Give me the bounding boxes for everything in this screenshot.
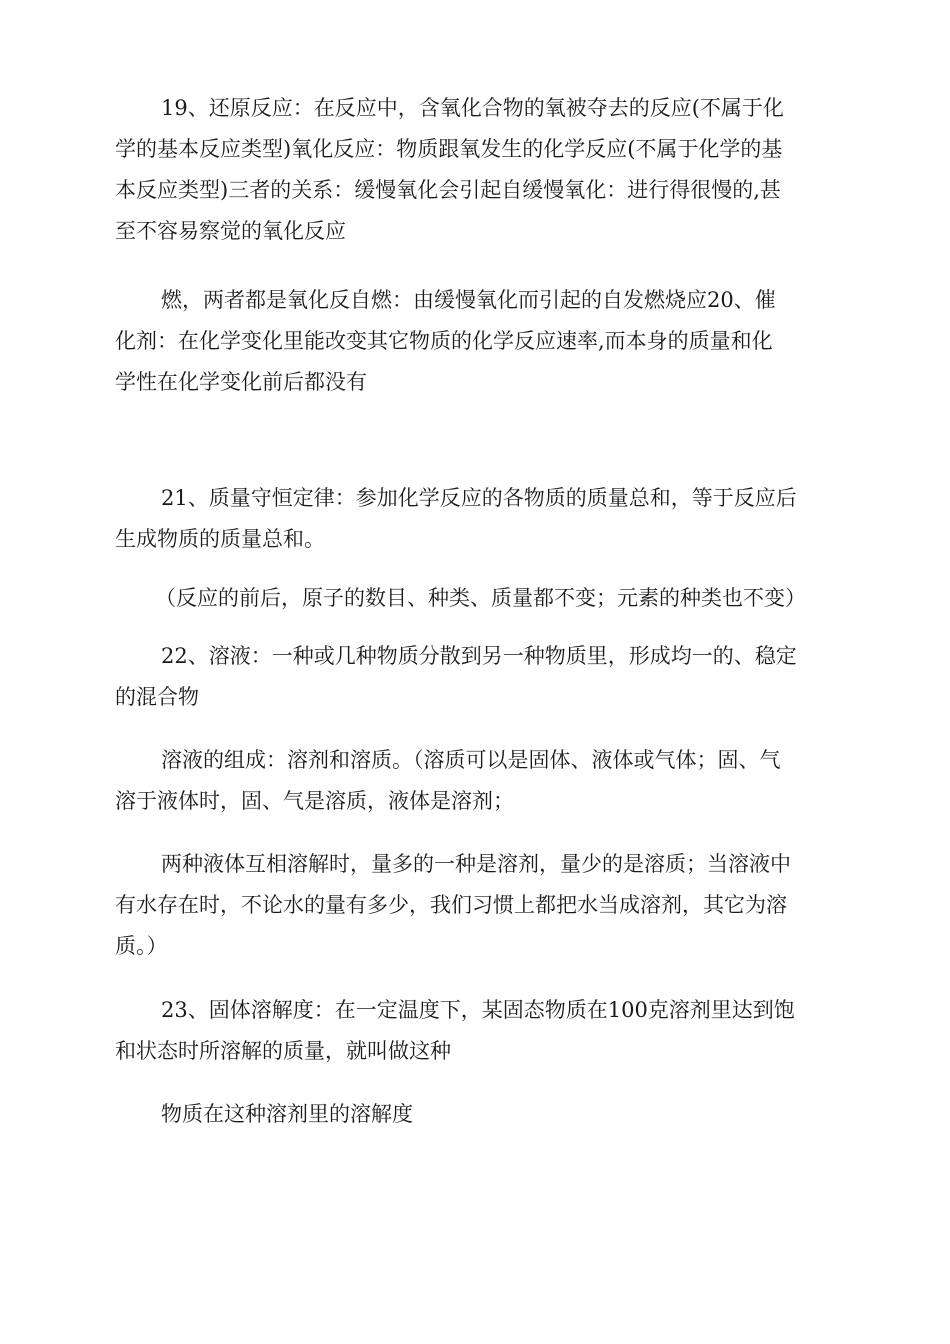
paragraph-22-solution — [115, 636, 835, 718]
text-line: 有水存在时，不论水的量有多少，我们习惯上都把水当成溶剂，其它为溶 — [115, 893, 787, 917]
text-line: 21、质量守恒定律：参加化学反应的各物质的质量总和，等于反应后 — [161, 486, 797, 510]
text-line: 化剂：在化学变化里能改变其它物质的化学反应速率,而本身的质量和化 — [115, 329, 773, 353]
text-line: 溶于液体时，固、气是溶质，液体是溶剂； — [115, 789, 514, 813]
text-line: 生成物质的质量总和。 — [115, 527, 325, 551]
paragraph-23-end — [115, 1094, 835, 1135]
paragraph-21-note — [115, 578, 835, 619]
text-line: 和状态时所溶解的质量，就叫做这种 — [115, 1039, 451, 1063]
text-line: 质。） — [115, 934, 168, 958]
paragraph-19-reduction — [115, 88, 835, 252]
text-line: 物质在这种溶剂里的溶解度 — [161, 1102, 413, 1126]
text-line: 学性在化学变化前后都没有 — [115, 370, 367, 394]
text-line: 23、固体溶解度：在一定温度下，某固态物质在100克溶剂里达到饱 — [161, 998, 795, 1022]
text-line: 22、溶液：一种或几种物质分散到另一种物质里，形成均一的、稳定 — [161, 644, 797, 668]
text-line: （反应的前后，原子的数目、种类、质量都不变；元素的种类也不变） — [155, 586, 806, 610]
text-line: 溶液的组成：溶剂和溶质。（溶质可以是固体、液体或气体；固、气 — [161, 748, 781, 772]
text-line: 本反应类型)三者的关系：缓慢氧化会引起自缓慢氧化：进行得很慢的,甚 — [115, 178, 781, 202]
text-line: 19、还原反应：在反应中，含氧化合物的氧被夺去的反应(不属于化 — [161, 96, 784, 120]
paragraph-22-composition — [115, 740, 835, 822]
paragraph-21-conservation-of-mass — [115, 478, 835, 560]
text-line: 两种液体互相溶解时，量多的一种是溶剂，量少的是溶质；当溶液中 — [161, 852, 791, 876]
text-line: 至不容易察觉的氧化反应 — [115, 219, 346, 243]
text-line: 燃，两者都是氧化反自燃：由缓慢氧化而引起的自发燃烧应20、催 — [161, 288, 776, 312]
paragraph-20-catalyst — [115, 280, 835, 403]
paragraph-23-solubility — [115, 990, 835, 1072]
text-line: 的混合物 — [115, 685, 199, 709]
paragraph-22-liquids — [115, 844, 835, 967]
text-line: 学的基本反应类型)氧化反应：物质跟氧发生的化学反应(不属于化学的基 — [115, 137, 783, 161]
